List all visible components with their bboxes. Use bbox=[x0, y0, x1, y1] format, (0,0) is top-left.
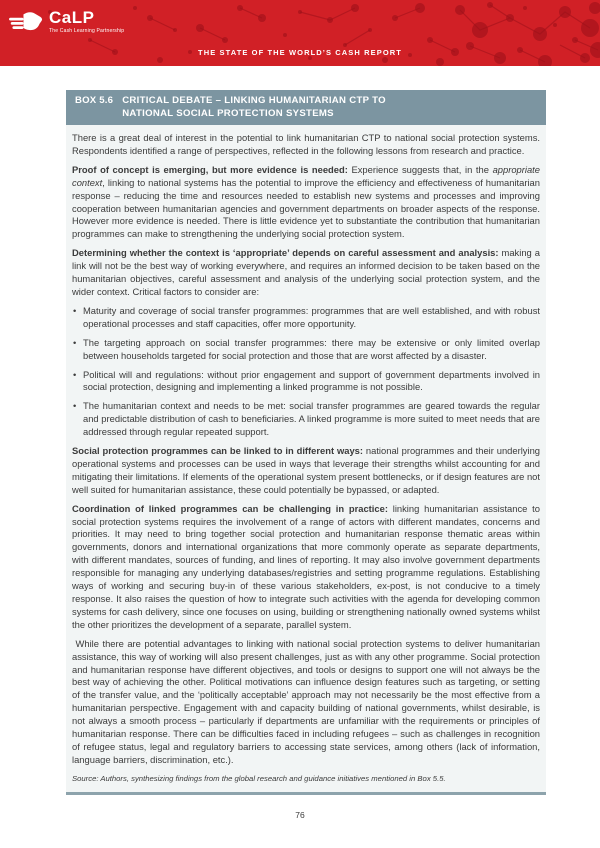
calp-logo bbox=[9, 9, 124, 34]
box-title-line1: CRITICAL DEBATE – LINKING HUMANITARIAN CTP TO bbox=[122, 95, 386, 106]
logo-tagline: The Cash Learning Partnership bbox=[49, 28, 125, 34]
box-bullet-list bbox=[72, 305, 540, 439]
box-paragraph: While there are potential advantages to linking with national social protection systems to deliver humanitarian assistance, this way of working will also present challenges, just as with any other programme. Social protection and humanitarian response have different objectives, and tools or designs to support one will not always be the best way of achieving the other. Political motivations can influence design features such as targeting, or setting of the transfer value, and the ‘politically acceptable’ approach may not necessarily be the most effective from a humanitarian perspective. Engagement with and capacity building of national governments, whilst desirable, is not always a smooth process – particularly if departments are unfamiliar with the requirements or principles of humanitarian response. There can be difficulties faced in including refugees – such as challenges in recognition of refugee status, legal and regulatory barriers to accessing state services, among others (lack of information, language barriers, discrimination, etc.). bbox=[72, 637, 543, 765]
box-source-note: Source: Authors, synthesizing findings from the global research and guidance initiatives mentioned in Box 5.5. bbox=[72, 773, 446, 783]
calp-logo-text bbox=[49, 9, 124, 34]
box-paragraph: Social protection programmes can be linked to in different ways: national programmes and their underlying operational systems and processes can be used in ways that leverage their strengths whilst accounting for and mitigating their limitations. If elements of the operational system present bottlenecks, or if design features are not well suited for humanitarian assistance, these could potentially be bypassed, or adapted. bbox=[72, 445, 543, 495]
box-body bbox=[66, 125, 546, 767]
logo-wordmark: CaLP bbox=[49, 8, 95, 27]
bullet-item: • Political will and regulations: without prior engagement and support of government departments involved in social protection, designing and implementing a linked programme is not possible. bbox=[72, 369, 540, 395]
bullet-item: • Maturity and coverage of social transfer programmes: programmes that are well established, and with robust operational processes and staff capacities, offer more opportunity. bbox=[72, 305, 540, 331]
bullet-item: • The humanitarian context and needs to be met: social transfer programmes are geared towards the regular and predictable distribution of cash to beneficiaries. A linked programme is more suited to meet needs that are addressed through regular repeated support. bbox=[72, 400, 540, 439]
report-title: THE STATE OF THE WORLD’S CASH REPORT bbox=[198, 48, 402, 57]
box-critical-debate bbox=[66, 90, 546, 795]
bullet-item: • The targeting approach on social transfer programmes: there may be extensive or only limited overlap between households targeted for social protection and those that are worst affected by a disaster. bbox=[72, 337, 540, 363]
box-paragraph: Proof of concept is emerging, but more evidence is needed: Experience suggests that, in the appropriate context, linking to national systems has the potential to improve the efficiency and effectiveness of humanitarian response – reducing the time and resources needed to establish new systems and processes and improving cooperation between humanitarian agencies and government departments on broader aspects of the response. However more evidence is needed. There is little evidence yet to substantiate the contribution that humanitarian programmes can make to strengthening the underlying social protection system. bbox=[72, 163, 543, 240]
page-number: 76 bbox=[295, 810, 305, 820]
box-title-line2: NATIONAL SOCIAL PROTECTION SYSTEMS bbox=[122, 107, 334, 119]
box-paragraph: Determining whether the context is ‘appropriate’ depends on careful assessment and analysis: making a link will not be the best way of working everywhere, and requires an informed decision to be taken based on the humanitarian objectives, careful assessment and analysis of the underlying social protection system, and the wider context. Critical factors to consider are: bbox=[72, 247, 543, 297]
report-header bbox=[0, 0, 600, 66]
box-paragraph: There is a great deal of interest in the potential to link humanitarian CTP to national social protection systems. Respondents identified a range of perspectives, reflected in the following lessons from research and practice. bbox=[72, 132, 543, 156]
box-title bbox=[122, 95, 386, 120]
box-title-bar bbox=[66, 90, 546, 125]
box-label: BOX 5.6 bbox=[75, 95, 114, 106]
box-paragraph: Coordination of linked programmes can be challenging in practice: linking humanitarian assistance to social protection systems requires the involvement of a range of actors with different mandates, concerns and priorities. It may need to bring together social protection and humanitarian response thematic areas within governments, donors and international organizations that more commonly operate as separate departments, with different mandates, sources of funding, and lines of reporting. It may also involve government departments responsible for managing any underlying databases/registries and setting programme regulations. Establishing ways of working and securing buy-in of these various stakeholders, ex-post, is not conducive to a timely response. It also raises the question of how to integrate such activities with the agenda for developing common systems for cash delivery, since one focuses on using, building or strengthening nationally owned systems whilst the other prioritizes the development of a separate, parallel system. bbox=[72, 502, 543, 630]
calp-hand-logo-icon bbox=[9, 11, 43, 33]
